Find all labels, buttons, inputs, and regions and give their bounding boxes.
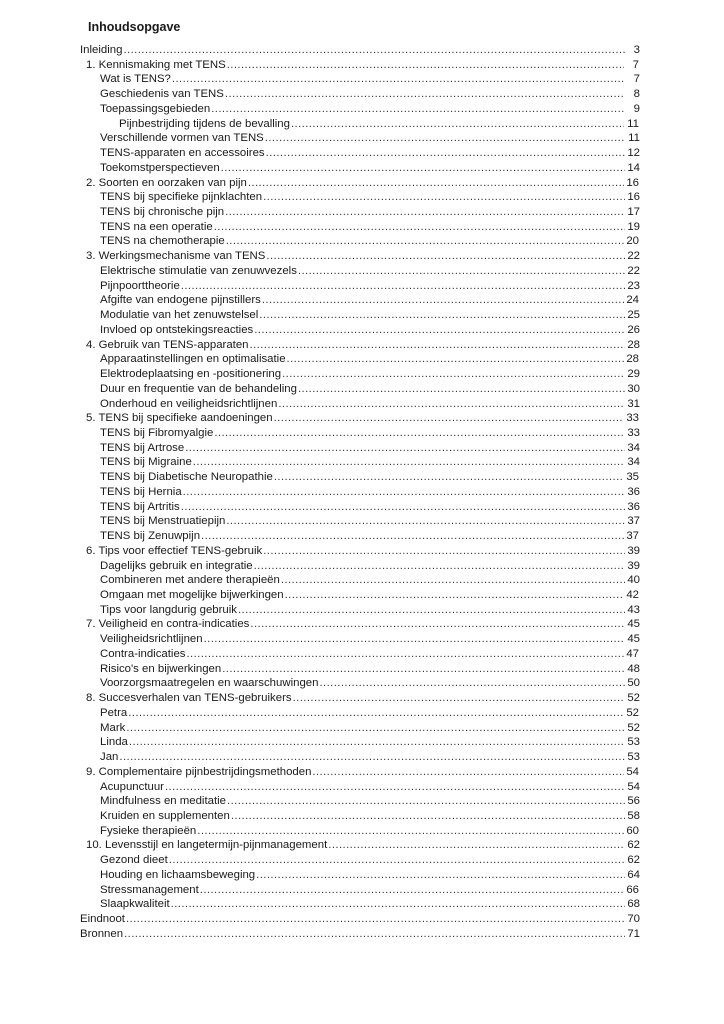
dot-leader: [186, 648, 624, 661]
toc-entry-page-number: 34: [627, 456, 640, 469]
toc-entry-page-number: 64: [627, 868, 640, 881]
dot-leader: [274, 412, 624, 425]
toc-entry-label: 2. Soorten en oorzaken van pijn: [86, 176, 247, 189]
toc-entry: [100, 427, 640, 440]
toc-entry-label: Fysieke therapieën: [100, 824, 197, 837]
toc-entry-page-number: 30: [627, 382, 640, 395]
toc-entry-label: 8. Succesverhalen van TENS-gebruikers: [86, 692, 292, 705]
toc-entry-page-number: 33: [627, 426, 640, 439]
toc-entry-page-number: 9: [633, 102, 640, 115]
toc-entry: [100, 162, 640, 175]
toc-entry-label: TENS bij Migraine: [100, 456, 192, 469]
toc-entry: [100, 898, 640, 911]
toc-entry-label: Bronnen: [80, 927, 124, 940]
toc-entry-label: 3. Werkingsmechanisme van TENS: [86, 250, 266, 263]
toc-entry-page-number: 22: [627, 250, 640, 263]
dot-leader: [281, 574, 625, 587]
toc-entry-label: Apparaatinstellingen en optimalisatie: [100, 353, 286, 366]
toc-entry-label: Dagelijks gebruik en integratie: [100, 559, 253, 572]
toc-entry-label: TENS na chemotherapie: [100, 235, 225, 248]
toc-entry-page-number: 52: [627, 721, 640, 734]
toc-entry-label: Onderhoud en veiligheidsrichtlijnen: [100, 397, 278, 410]
toc-entry: [86, 412, 639, 425]
toc-entry-label: 4. Gebruik van TENS-apparaten: [86, 338, 249, 351]
dot-leader: [278, 398, 625, 411]
toc-entry: [100, 442, 640, 455]
toc-entry-page-number: 62: [627, 839, 640, 852]
dot-leader: [200, 884, 624, 897]
toc-entry-page-number: 11: [628, 132, 640, 145]
toc-entry-page-number: 70: [627, 913, 640, 926]
dot-leader: [259, 309, 625, 322]
toc-entry: [100, 854, 640, 867]
dot-leader: [181, 501, 625, 514]
toc-entry: [100, 294, 639, 307]
dot-leader: [254, 560, 625, 573]
toc-entry-label: Jan: [100, 751, 119, 764]
dot-leader: [227, 795, 625, 808]
toc-entry-label: Invloed op ontstekingsreacties: [100, 323, 254, 336]
toc-entry-page-number: 56: [627, 795, 640, 808]
toc-entry-label: TENS bij chronische pijn: [100, 206, 225, 219]
toc-entry: [100, 280, 640, 293]
toc-entry-page-number: 28: [626, 353, 639, 366]
toc-entry-page-number: 7: [632, 58, 639, 71]
dot-leader: [204, 633, 625, 646]
dot-leader: [328, 839, 625, 852]
toc-entry-page-number: 66: [626, 883, 639, 896]
toc-entry-label: Houding en lichaamsbeweging: [100, 868, 256, 881]
toc-entry: [100, 604, 640, 617]
dot-leader: [193, 456, 625, 469]
toc-entry: [100, 884, 639, 897]
toc-entry-label: TENS-apparaten en accessoires: [100, 147, 265, 160]
toc-entry-label: Wat is TENS?: [100, 73, 171, 86]
dot-leader: [256, 869, 625, 882]
toc-entry-page-number: 58: [627, 809, 640, 822]
toc-entry-page-number: 33: [626, 412, 639, 425]
toc-entry-page-number: 35: [626, 471, 639, 484]
toc-entry-label: TENS bij Artritis: [100, 500, 180, 513]
toc-entry-page-number: 24: [626, 294, 639, 307]
toc-entry-label: Toepassingsgebieden: [100, 102, 211, 115]
toc-entry: [100, 589, 639, 602]
toc-entry-page-number: 11: [627, 117, 639, 130]
toc-entry: [100, 368, 640, 381]
dot-leader: [263, 191, 625, 204]
dot-leader: [181, 280, 625, 293]
toc-entry: [100, 235, 639, 248]
toc-entry-page-number: 16: [627, 191, 640, 204]
toc-entry: [86, 545, 640, 558]
toc-entry: [86, 839, 640, 852]
toc-entry-page-number: 52: [627, 692, 640, 705]
toc-entry-label: 5. TENS bij specifieke aandoeningen: [86, 412, 273, 425]
toc-entry: [86, 177, 639, 190]
toc-entry: [100, 633, 640, 646]
dot-leader: [238, 604, 625, 617]
toc-entry: [80, 913, 640, 926]
toc-entry: [100, 132, 640, 145]
toc-entry: [100, 781, 640, 794]
toc-entry-label: Mindfulness en meditatie: [100, 795, 226, 808]
toc-entry-page-number: 16: [626, 176, 639, 189]
toc-entry-page-number: 37: [626, 530, 639, 543]
toc-entry-page-number: 14: [627, 161, 640, 174]
toc-entry-page-number: 45: [627, 618, 640, 631]
toc-entry: [86, 766, 639, 779]
dot-leader: [214, 221, 625, 234]
toc-entry: [100, 471, 639, 484]
dot-leader: [172, 73, 625, 86]
toc-entry-label: 7. Veiligheid en contra-indicaties: [86, 618, 250, 631]
toc-entry-page-number: 28: [627, 338, 640, 351]
toc-entry-page-number: 62: [627, 854, 640, 867]
toc-entry-label: Kruiden en supplementen: [100, 809, 230, 822]
dot-leader: [201, 530, 624, 543]
dot-leader: [128, 707, 624, 720]
toc-entry-label: Stressmanagement: [100, 883, 199, 896]
dot-leader: [221, 162, 625, 175]
toc-entry-label: TENS bij Diabetische Neuropathie: [100, 471, 273, 484]
toc-entry-page-number: 7: [633, 73, 640, 86]
toc-entry-page-number: 60: [626, 824, 639, 837]
dot-leader: [266, 250, 625, 263]
toc-entry-label: Tips voor langdurig gebruik: [100, 603, 237, 616]
toc-entry-page-number: 31: [627, 397, 640, 410]
toc-entry-label: TENS bij specifieke pijnklachten: [100, 191, 263, 204]
toc-entry: [80, 928, 640, 941]
toc-entry: [100, 73, 640, 86]
toc-entry-page-number: 54: [626, 765, 639, 778]
toc-entry-label: Pijnbestrijding tijdens de bevalling: [119, 117, 290, 130]
dot-leader: [282, 368, 625, 381]
toc-entry-label: 10. Levensstijl en langetermijn-pijnmanagement: [86, 839, 328, 852]
toc-entry: [100, 103, 640, 116]
toc-entry-label: 9. Complementaire pijnbestrijdingsmethoden: [86, 765, 312, 778]
dot-leader: [287, 353, 624, 366]
dot-leader: [285, 589, 624, 602]
toc-entry-label: Toekomstperspectieven: [100, 161, 220, 174]
toc-entry-page-number: 34: [627, 441, 640, 454]
toc-entry-label: Inleiding: [80, 44, 123, 56]
toc-entry-page-number: 43: [627, 603, 640, 616]
toc-entry-label: 6. Tips voor effectief TENS-gebruik: [86, 544, 263, 557]
dot-leader: [165, 781, 625, 794]
toc-entry-label: Gezond dieet: [100, 854, 168, 867]
toc-entry: [80, 44, 640, 57]
toc-entry-label: Omgaan met mogelijke bijwerkingen: [100, 589, 284, 601]
toc-entry-page-number: 17: [627, 206, 640, 219]
toc-entry-page-number: 23: [627, 279, 640, 292]
toc-entry-label: Elektrodeplaatsing en -positionering: [100, 368, 282, 381]
dot-leader: [265, 132, 625, 145]
dot-leader: [226, 515, 625, 528]
toc-entry: [100, 515, 640, 528]
toc-entry: [100, 221, 640, 234]
toc-entry-page-number: 42: [626, 589, 639, 601]
toc-entry: [100, 707, 639, 720]
toc-entry-label: Modulatie van het zenuwstelsel: [100, 309, 259, 322]
toc-entry: [100, 206, 640, 219]
toc-entry: [100, 663, 640, 676]
toc-entry: [100, 810, 640, 823]
dot-leader: [126, 722, 625, 735]
toc-entry-label: Duur en frequentie van de behandeling: [100, 382, 297, 395]
toc-entry: [86, 618, 640, 631]
toc-entry: [100, 383, 640, 396]
toc-entry-label: Slaapkwaliteit: [100, 898, 170, 911]
toc-entry-page-number: 20: [626, 235, 639, 248]
toc-entry: [86, 250, 640, 263]
toc-entry-page-number: 12: [627, 147, 640, 160]
toc-entry-label: Linda: [100, 736, 128, 749]
toc-entry: [100, 88, 640, 101]
toc-entry: [100, 751, 640, 764]
dot-leader: [231, 810, 625, 823]
toc-entry-page-number: 22: [627, 264, 640, 277]
dot-leader: [214, 427, 625, 440]
toc-entry: [100, 677, 640, 690]
toc-entry-page-number: 36: [627, 485, 640, 498]
dot-leader: [211, 103, 625, 116]
toc-entry-page-number: 3: [633, 44, 640, 56]
dot-leader: [197, 825, 624, 838]
dot-leader: [250, 339, 625, 352]
toc-entry: [100, 825, 639, 838]
toc-entry-page-number: 40: [627, 574, 640, 587]
toc-entry-label: Risico's en bijwerkingen: [100, 662, 222, 675]
dot-leader: [123, 44, 625, 57]
toc-entry: [100, 574, 640, 587]
toc-entry-page-number: 71: [627, 927, 640, 940]
toc-entry: [100, 648, 639, 661]
toc-entry-label: Pijnpoorttheorie: [100, 279, 180, 292]
toc-entry-label: Acupunctuur: [100, 780, 164, 793]
toc-entry-page-number: 8: [633, 88, 640, 101]
toc-entry-page-number: 36: [627, 500, 640, 513]
toc-entry-label: TENS na een operatie: [100, 220, 213, 233]
dot-leader: [248, 177, 624, 190]
dot-leader: [298, 265, 625, 278]
toc-entry-page-number: 54: [627, 780, 640, 793]
toc-entry-page-number: 19: [627, 220, 640, 233]
toc-entry-page-number: 53: [627, 736, 640, 749]
toc-entry-page-number: 37: [627, 515, 640, 528]
toc-entry-label: Combineren met andere therapieën: [100, 574, 280, 587]
dot-leader: [263, 545, 625, 558]
toc-entry-page-number: 25: [627, 309, 640, 322]
toc-entry-page-number: 39: [627, 559, 640, 572]
dot-leader: [129, 736, 625, 749]
toc-entry: [100, 265, 640, 278]
toc-entry-label: Afgifte van endogene pijnstillers: [100, 294, 261, 307]
toc-entry: [100, 530, 639, 543]
toc-entry: [100, 736, 640, 749]
toc-entry-label: Verschillende vormen van TENS: [100, 132, 264, 145]
toc-entry: [86, 59, 639, 72]
dot-leader: [312, 766, 624, 779]
dot-leader: [274, 471, 624, 484]
toc-entry: [100, 398, 640, 411]
toc-entry-page-number: 47: [626, 647, 639, 660]
dot-leader: [169, 854, 625, 867]
dot-leader: [183, 486, 625, 499]
dot-leader: [222, 663, 625, 676]
toc-entry-label: Contra-indicaties: [100, 647, 186, 660]
dot-leader: [291, 118, 624, 131]
toc-entry-label: TENS bij Artrose: [100, 441, 185, 454]
dot-leader: [185, 442, 625, 455]
toc-entry-label: Petra: [100, 706, 128, 719]
toc-entry-label: Mark: [100, 721, 126, 734]
toc-entry-page-number: 26: [627, 323, 640, 336]
toc-entry: [100, 147, 640, 160]
dot-leader: [250, 618, 625, 631]
dot-leader: [266, 147, 625, 160]
toc-entry-page-number: 53: [627, 751, 640, 764]
toc-entry-label: TENS bij Menstruatiepijn: [100, 515, 226, 528]
toc-entry-label: TENS bij Fibromyalgie: [100, 426, 214, 439]
toc-entry-page-number: 29: [627, 368, 640, 381]
dot-leader: [225, 206, 625, 219]
toc-entry-page-number: 45: [627, 633, 640, 646]
toc-entry: [100, 486, 640, 499]
toc-entry: [100, 191, 640, 204]
dot-leader: [293, 692, 625, 705]
toc-entry: [100, 560, 640, 573]
toc-entry-page-number: 39: [627, 544, 640, 557]
toc-entry: [100, 324, 640, 337]
dot-leader: [226, 235, 624, 248]
toc-entry-label: Elektrische stimulatie van zenuwvezels: [100, 264, 297, 277]
toc-entry: [100, 722, 640, 735]
toc-entry: [86, 692, 640, 705]
toc-entry: [86, 339, 640, 352]
toc-entry-page-number: 68: [627, 898, 640, 911]
toc-entry-label: Voorzorgsmaatregelen en waarschuwingen: [100, 677, 319, 690]
toc-entry: [119, 118, 639, 131]
toc-entry: [100, 501, 640, 514]
dot-leader: [171, 898, 625, 911]
toc-entry-label: Veiligheidsrichtlijnen: [100, 633, 203, 646]
toc-entry-label: TENS bij Zenuwpijn: [100, 530, 201, 543]
toc-entry-page-number: 50: [627, 677, 640, 690]
dot-leader: [225, 88, 625, 101]
toc-entry-label: Geschiedenis van TENS: [100, 88, 224, 101]
toc-entry: [100, 456, 640, 469]
dot-leader: [126, 913, 625, 926]
dot-leader: [124, 928, 625, 941]
toc-entry: [100, 309, 640, 322]
toc-entry-page-number: 48: [627, 662, 640, 675]
toc-title: Inhoudsopgave: [88, 20, 181, 34]
dot-leader: [227, 59, 624, 72]
toc-entry: [100, 353, 639, 366]
dot-leader: [254, 324, 625, 337]
dot-leader: [119, 751, 625, 764]
dot-leader: [262, 294, 624, 307]
toc-entry-page-number: 52: [626, 706, 639, 719]
toc-entry-label: 1. Kennismaking met TENS: [86, 58, 226, 71]
toc-entry: [100, 795, 640, 808]
toc-entry-label: Eindnoot: [80, 913, 125, 926]
toc-entry-label: TENS bij Hernia: [100, 485, 182, 498]
dot-leader: [319, 677, 625, 690]
dot-leader: [298, 383, 625, 396]
toc-entry: [100, 869, 640, 882]
